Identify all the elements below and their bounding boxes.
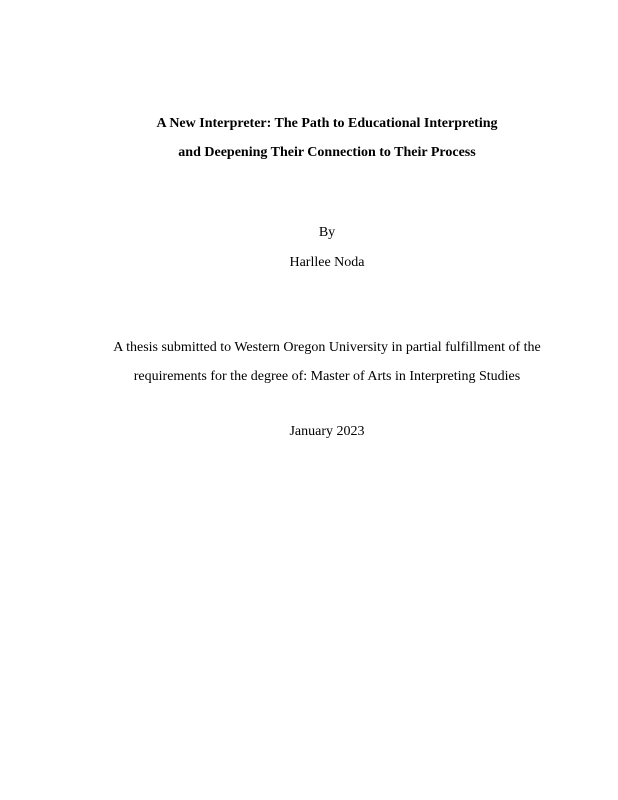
submission-line-2: requirements for the degree of: Master of Arts in Interpreting Studies [133,369,521,384]
title-line-1: A New Interpreter: The Path to Educational Interpreting [156,116,498,131]
byline: By [318,225,336,240]
publication-date: January 2023 [289,424,365,439]
thesis-title [109,109,545,167]
submission-line-1: A thesis submitted to Western Oregon University in partial fulfillment of the [113,340,541,355]
title-line-2: and Deepening Their Connection to Their Process [178,145,476,160]
author-block [109,218,545,278]
submission-statement [109,333,545,391]
author-name: Harllee Noda [289,255,365,270]
